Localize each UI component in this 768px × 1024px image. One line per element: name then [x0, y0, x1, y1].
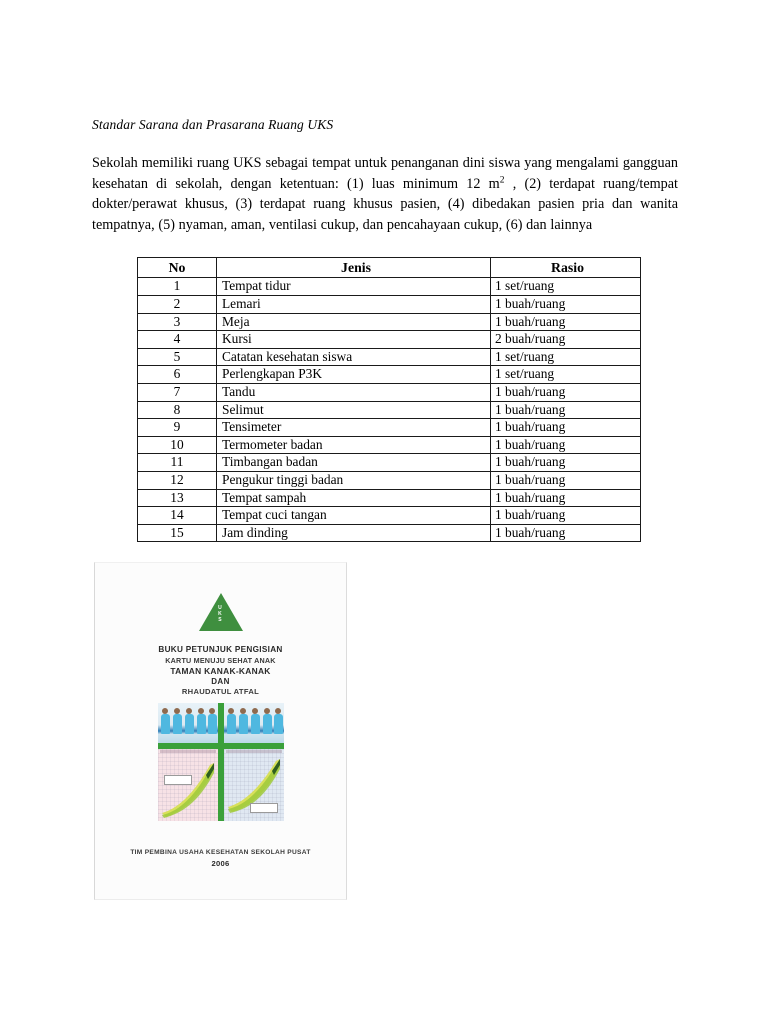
photo-children-left: [158, 703, 218, 743]
children-photo-illustration: [158, 703, 218, 743]
cell-jenis: Tempat cuci tangan: [217, 507, 491, 525]
page-title: Standar Sarana dan Prasarana Ruang UKS: [92, 117, 334, 132]
cover-footer-year: 2006: [211, 859, 230, 868]
cell-no: 4: [138, 331, 217, 349]
table-row: [138, 295, 641, 313]
cell-rasio: 1 buah/ruang: [491, 295, 641, 313]
sarana-prasarana-table: [137, 257, 641, 542]
growth-curve-band: [158, 749, 218, 821]
cell-jenis: Meja: [217, 313, 491, 331]
cell-jenis: Kursi: [217, 331, 491, 349]
cover-title-line-1: BUKU PETUNJUK PENGISIAN: [158, 645, 283, 654]
table-row: [138, 366, 641, 384]
cell-rasio: 1 buah/ruang: [491, 471, 641, 489]
child-figure: [161, 714, 170, 734]
table-row: [138, 471, 641, 489]
cover-photo-grid: [158, 703, 284, 821]
table-row: [138, 383, 641, 401]
cell-rasio: 1 buah/ruang: [491, 489, 641, 507]
cell-jenis: Lemari: [217, 295, 491, 313]
children-photo-illustration: [224, 703, 284, 743]
cell-jenis: Jam dinding: [217, 524, 491, 542]
column-header-jenis: Jenis: [217, 258, 491, 278]
cell-jenis: Tempat sampah: [217, 489, 491, 507]
table-row: [138, 507, 641, 525]
cell-no: 7: [138, 383, 217, 401]
cell-jenis: Pengukur tinggi badan: [217, 471, 491, 489]
table-row: [138, 313, 641, 331]
logo-letter-s: S: [218, 617, 223, 623]
cell-rasio: 1 buah/ruang: [491, 313, 641, 331]
cell-no: 10: [138, 436, 217, 454]
child-figure: [239, 714, 248, 734]
cell-no: 1: [138, 278, 217, 296]
chart-annotation-box: [164, 775, 192, 785]
superscript-two: 2: [499, 174, 505, 185]
growth-chart-girls: [158, 749, 218, 821]
table-row: [138, 489, 641, 507]
cell-no: 2: [138, 295, 217, 313]
table-header-row: [138, 258, 641, 278]
column-header-rasio: Rasio: [491, 258, 641, 278]
child-figure: [263, 714, 272, 734]
book-cover-image: [94, 562, 347, 900]
child-figure: [197, 714, 206, 734]
cell-rasio: 1 buah/ruang: [491, 436, 641, 454]
cell-jenis: Tensimeter: [217, 419, 491, 437]
cell-rasio: 1 set/ruang: [491, 348, 641, 366]
table-row: [138, 331, 641, 349]
cover-footer-block: [95, 848, 346, 869]
cell-no: 11: [138, 454, 217, 472]
table-row: [138, 436, 641, 454]
intro-paragraph: [92, 153, 678, 235]
cover-footer-organization: TIM PEMBINA USAHA KESEHATAN SEKOLAH PUSAT: [130, 849, 311, 856]
logo-letter-k: K: [218, 611, 223, 617]
chart-annotation-box: [250, 803, 278, 813]
cell-no: 6: [138, 366, 217, 384]
table-row: [138, 401, 641, 419]
table-row: [138, 348, 641, 366]
cell-no: 13: [138, 489, 217, 507]
cover-title-line-3: TAMAN KANAK-KANAK: [170, 665, 271, 676]
growth-chart-boys: [224, 749, 284, 821]
child-figure: [173, 714, 182, 734]
paragraph-part-1: Sekolah memiliki ruang UKS sebagai tempat untuk penanganan dini siswa yang mengalami gangguan kesehatan di sekolah, dengan ketentuan: (1) luas minimum 12 m: [92, 155, 678, 192]
logo-letter-u: U: [218, 605, 223, 611]
cell-rasio: 1 buah/ruang: [491, 401, 641, 419]
cell-jenis: Selimut: [217, 401, 491, 419]
cell-no: 12: [138, 471, 217, 489]
cell-jenis: Perlengkapan P3K: [217, 366, 491, 384]
cell-jenis: Catatan kesehatan siswa: [217, 348, 491, 366]
growth-chart-panel-pink: [158, 749, 218, 821]
cell-rasio: 1 set/ruang: [491, 278, 641, 296]
photo-children-right: [224, 703, 284, 743]
uks-logo-letters: [199, 605, 243, 623]
table-row: [138, 419, 641, 437]
table-head: [138, 258, 641, 278]
cell-rasio: 2 buah/ruang: [491, 331, 641, 349]
cover-title-line-2: KARTU MENUJU SEHAT ANAK: [165, 655, 276, 665]
cell-rasio: 1 buah/ruang: [491, 419, 641, 437]
cell-no: 9: [138, 419, 217, 437]
table-row: [138, 454, 641, 472]
cell-no: 14: [138, 507, 217, 525]
cell-rasio: 1 buah/ruang: [491, 454, 641, 472]
cell-jenis: Tandu: [217, 383, 491, 401]
document-content: [92, 116, 678, 542]
cell-no: 5: [138, 348, 217, 366]
child-figure: [185, 714, 194, 734]
cover-title-block: [95, 645, 346, 698]
child-figure: [227, 714, 236, 734]
cell-no: 8: [138, 401, 217, 419]
cell-rasio: 1 buah/ruang: [491, 507, 641, 525]
cell-jenis: Timbangan badan: [217, 454, 491, 472]
cover-title-line-4: DAN: [211, 676, 230, 686]
table-row: [138, 524, 641, 542]
uks-triangle-logo-icon: [199, 593, 243, 631]
cell-jenis: Termometer badan: [217, 436, 491, 454]
cell-no: 3: [138, 313, 217, 331]
child-figure: [208, 714, 217, 734]
child-figure: [251, 714, 260, 734]
column-header-no: No: [138, 258, 217, 278]
spec-table-wrapper: [137, 257, 678, 542]
growth-chart-panel-blue: [224, 749, 284, 821]
cover-title-line-5: RHAUDATUL ATFAL: [181, 687, 260, 696]
cell-rasio: 1 set/ruang: [491, 366, 641, 384]
cell-rasio: 1 buah/ruang: [491, 524, 641, 542]
cell-rasio: 1 buah/ruang: [491, 383, 641, 401]
cell-no: 15: [138, 524, 217, 542]
book-cover-inner: [95, 563, 346, 899]
child-figure: [274, 714, 283, 734]
cell-jenis: Tempat tidur: [217, 278, 491, 296]
table-row: [138, 278, 641, 296]
paragraph-part-2: , (2) terdapat ruang/tempat dokter/perawat khusus, (3) terdapat ruang khusus pasien, (4) dibedakan pasien pria dan wanita tempatnya, (5) nyaman, aman, ventilasi cukup, dan pencahayaan cukup, (6) dan lainnya: [92, 175, 678, 233]
table-body: [138, 278, 641, 542]
